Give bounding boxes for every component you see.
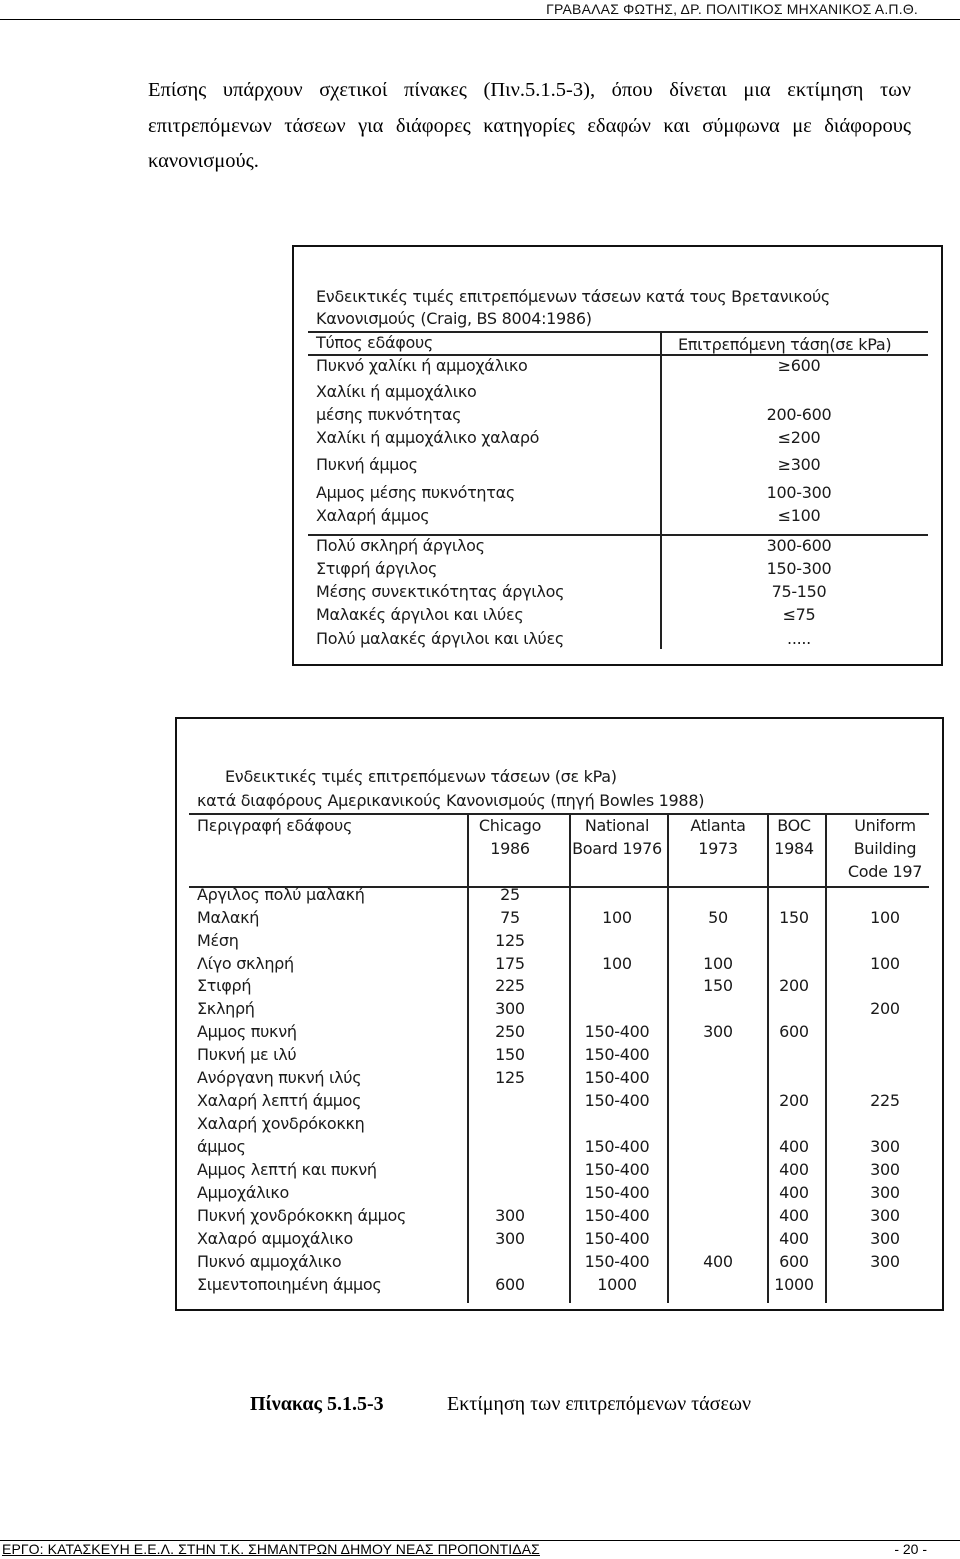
table2-value-cell: 200	[870, 999, 900, 1018]
table2-value-cell: 150	[779, 908, 809, 927]
table2-value-cell: 150	[703, 976, 733, 995]
table1-soil-cell: Χαλαρή άμμος	[316, 506, 430, 525]
table2-value-cell: 150-400	[584, 1045, 650, 1064]
table2-col-header: 1973	[698, 839, 738, 858]
table1-value-cell: 300-600	[766, 536, 832, 555]
table-caption	[250, 1393, 752, 1416]
table2-col-header: Chicago	[478, 816, 542, 835]
table1-col-value: Επιτρεπόμενη τάση(σε kPa)	[678, 335, 892, 354]
table2-value-cell: 300	[870, 1183, 900, 1202]
table2-desc-cell: Μαλακή	[197, 908, 260, 927]
caption-number: Πίνακας 5.1.5-3	[250, 1393, 384, 1415]
footer-project: ΕΡΓΟ: ΚΑΤΑΣΚΕΥΗ Ε.Ε.Λ. ΣΤΗΝ Τ.Κ. ΣΗΜΑΝΤΡΩΝ ΔΗΜΟΥ ΝΕΑΣ ΠΡΟΠΟΝΤΙΔΑΣ	[2, 1541, 540, 1557]
table1-title-line1: Ενδεικτικές τιμές επιτρεπόμενων τάσεων κατά τους Βρετανικούς	[316, 287, 830, 306]
table2-rule	[189, 813, 929, 815]
table1-soil-cell: Μαλακές άργιλοι και ιλύες	[316, 605, 524, 624]
table2-value-cell: 150-400	[584, 1022, 650, 1041]
table2-desc-cell: Πυκνή με ιλύ	[197, 1045, 297, 1064]
table1-soil-cell: Στιφρή άργιλος	[316, 559, 438, 578]
american-codes-table	[175, 717, 944, 1311]
table2-value-cell: 150-400	[584, 1183, 650, 1202]
table2-value-cell: 400	[779, 1137, 809, 1156]
table2-value-cell: 250	[495, 1022, 525, 1041]
table2-col-header: National	[584, 816, 650, 835]
table2-value-cell: 150-400	[584, 1229, 650, 1248]
table2-value-cell: 300	[495, 1229, 525, 1248]
table2-value-cell: 150	[495, 1045, 525, 1064]
table1-rule	[308, 534, 660, 536]
table2-value-cell: 100	[602, 908, 632, 927]
table2-divider	[667, 813, 669, 1303]
table2-col-header: Building	[853, 839, 917, 858]
table2-value-cell: 300	[703, 1022, 733, 1041]
table2-value-cell: 75	[500, 908, 520, 927]
table2-desc-cell: Λίγο σκληρή	[197, 954, 294, 973]
table2-value-cell: 200	[779, 976, 809, 995]
table1-soil-cell: Πολύ μαλακές άργιλοι και ιλύες	[316, 629, 564, 648]
table1-soil-cell: μέσης πυκνότητας	[316, 405, 462, 424]
page-header: ΓΡΑΒΑΛΑΣ ΦΩΤΗΣ, ΔΡ. ΠΟΛΙΤΙΚΟΣ ΜΗΧΑΝΙΚΟΣ Α.Π.Θ.	[546, 1, 918, 17]
header-divider	[0, 19, 960, 20]
table2-value-cell: 300	[495, 1206, 525, 1225]
table2-value-cell: 1000	[597, 1275, 637, 1294]
table1-value-cell: ≥300	[777, 455, 821, 474]
table2-desc-cell: Μέση	[197, 931, 239, 950]
table2-value-cell: 300	[870, 1160, 900, 1179]
table2-value-cell: 400	[779, 1183, 809, 1202]
table1-value-cell: 150-300	[766, 559, 832, 578]
table2-desc-cell: Αμμος λεπτή και πυκνή	[197, 1160, 377, 1179]
table2-value-cell: 150-400	[584, 1160, 650, 1179]
british-codes-table	[292, 245, 943, 666]
table2-value-cell: 400	[703, 1252, 733, 1271]
table2-value-cell: 1000	[774, 1275, 814, 1294]
table2-desc-cell: Αργιλος πολύ μαλακή	[197, 885, 365, 904]
table1-soil-cell: Πυκνό χαλίκι ή αμμοχάλικο	[316, 356, 528, 375]
table2-value-cell: 300	[870, 1206, 900, 1225]
table2-col-header: Uniform	[854, 816, 916, 835]
table1-soil-cell: Πυκνή άμμος	[316, 455, 418, 474]
table1-value-cell: ≥600	[777, 356, 821, 375]
page-number: - 20 -	[894, 1541, 927, 1557]
table2-value-cell: 400	[779, 1160, 809, 1179]
table1-value-cell: 200-600	[766, 405, 832, 424]
table1-rule	[660, 534, 928, 536]
table1-value-cell: ≤100	[777, 506, 821, 525]
table2-value-cell: 225	[870, 1091, 900, 1110]
table2-col-header: Board 1976	[572, 839, 662, 858]
table2-value-cell: 300	[870, 1252, 900, 1271]
table2-desc-cell: Αμμοχάλικο	[197, 1183, 289, 1202]
table2-desc-cell: Πυκνή χονδρόκοκκη άμμος	[197, 1206, 407, 1225]
table2-value-cell: 150-400	[584, 1252, 650, 1271]
table2-value-cell: 300	[870, 1229, 900, 1248]
table2-value-cell: 100	[870, 954, 900, 973]
table1-value-cell: .....	[787, 629, 811, 648]
table2-col-header: Code 197	[847, 862, 923, 881]
table2-value-cell: 600	[779, 1022, 809, 1041]
table1-soil-cell: Πολύ σκληρή άργιλος	[316, 536, 485, 555]
table2-desc-cell: Στιφρή	[197, 976, 252, 995]
table2-desc-cell: Ανόργανη πυκνή ιλύς	[197, 1068, 362, 1087]
table1-soil-cell: Αμμος μέσης πυκνότητας	[316, 483, 515, 502]
table2-desc-cell: Σκληρή	[197, 999, 255, 1018]
table2-value-cell: 400	[779, 1229, 809, 1248]
table2-value-cell: 150-400	[584, 1206, 650, 1225]
table2-desc-cell: Χαλαρό αμμοχάλικο	[197, 1229, 354, 1248]
table2-value-cell: 150-400	[584, 1091, 650, 1110]
table1-divider	[660, 331, 662, 649]
table1-col-soil: Τύπος εδάφους	[316, 333, 434, 352]
table2-value-cell: 225	[495, 976, 525, 995]
table2-value-cell: 150-400	[584, 1137, 650, 1156]
table2-desc-cell: άμμος	[197, 1137, 246, 1156]
table1-soil-cell: Χαλίκι ή αμμοχάλικο	[316, 382, 477, 401]
table2-col-desc: Περιγραφή εδάφους	[197, 816, 353, 835]
table2-value-cell: 125	[495, 1068, 525, 1087]
table2-value-cell: 300	[870, 1137, 900, 1156]
table1-value-cell: ≤75	[782, 605, 816, 624]
table2-value-cell: 400	[779, 1206, 809, 1225]
table2-title-line1: Ενδεικτικές τιμές επιτρεπόμενων τάσεων (σε kPa)	[225, 767, 617, 786]
table2-value-cell: 100	[602, 954, 632, 973]
table2-desc-cell: Χαλαρή χονδρόκοκκη	[197, 1114, 365, 1133]
table2-value-cell: 125	[495, 931, 525, 950]
table2-title-line2: κατά διαφόρους Αμερικανικούς Κανονισμούς (πηγή Bowles 1988)	[197, 791, 705, 810]
table2-value-cell: 25	[500, 885, 520, 904]
table2-desc-cell: Πυκνό αμμοχάλικο	[197, 1252, 342, 1271]
table2-desc-cell: Σιμεντοποιημένη άμμος	[197, 1275, 382, 1294]
table2-col-header: 1986	[490, 839, 530, 858]
table2-value-cell: 175	[495, 954, 525, 973]
table2-value-cell: 100	[703, 954, 733, 973]
table2-value-cell: 600	[495, 1275, 525, 1294]
table1-soil-cell: Μέσης συνεκτικότητας άργιλος	[316, 582, 565, 601]
table1-soil-cell: Χαλίκι ή αμμοχάλικο χαλαρό	[316, 428, 540, 447]
table2-desc-cell: Χαλαρή λεπτή άμμος	[197, 1091, 362, 1110]
table2-value-cell: 200	[779, 1091, 809, 1110]
intro-paragraph: Επίσης υπάρχουν σχετικοί πίνακες (Πιν.5.1.5-3), όπου δίνεται μια εκτίμηση των επιτρεπόμενων τάσεων για διάφορες κατηγορίες εδαφών και σύμφωνα με διάφορους κανονισμούς.	[148, 79, 911, 172]
table2-desc-cell: Αμμος πυκνή	[197, 1022, 297, 1041]
caption-text: Εκτίμηση των επιτρεπόμενων τάσεων	[447, 1393, 752, 1415]
table1-title-line2: Κανονισμούς (Craig, BS 8004:1986)	[316, 309, 592, 328]
table2-col-header: 1984	[774, 839, 814, 858]
table1-value-cell: ≤200	[777, 428, 821, 447]
table2-value-cell: 300	[495, 999, 525, 1018]
table1-value-cell: 100-300	[766, 483, 832, 502]
table2-value-cell: 50	[708, 908, 728, 927]
table2-value-cell: 100	[870, 908, 900, 927]
table2-col-header: Atlanta	[690, 816, 746, 835]
table2-value-cell: 600	[779, 1252, 809, 1271]
table1-value-cell: 75-150	[771, 582, 827, 601]
table2-col-header: BOC	[777, 816, 811, 835]
table2-value-cell: 150-400	[584, 1068, 650, 1087]
